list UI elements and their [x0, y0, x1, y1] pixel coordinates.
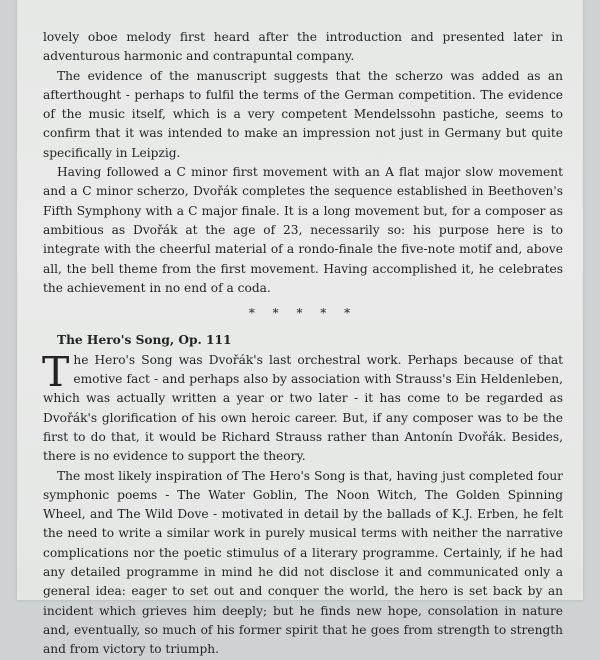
- booklet-page: [17, 0, 583, 657]
- section-divider: * * * * *: [248, 306, 358, 321]
- drop-cap: T: [42, 347, 70, 396]
- section-heading: The Hero's Song, Op. 111: [57, 333, 232, 348]
- paragraph-heros-song-inspiration: The most likely inspiration of The Hero's Song is that, having just completed four symphonic poems - The Water Goblin, The Noon Witch, The Golden Spinning Wheel, and The Wild Dove - motivated in detail by the ballads of K.J. Erben, he felt the need to write a similar work in purely musical terms with neither the narrative complications nor the poetic stimulus of a literary programme. Certainly, if he had any detailed programme in mind he did not disclose it and communicated only a general idea: eager to set out and conquer the world, the hero is set back by an incident which grieves him deeply; but he finds new hope, consolation in nature and, eventually, so much of his former spirit that he goes from strength to strength and from victory to triumph.: [43, 468, 563, 657]
- paragraph-oboe-melody: lovely oboe melody first heard after the introduction and presented later in adventurous harmonic and contrapuntal company.: [43, 30, 563, 64]
- paragraph-heros-song-intro-text: he Hero's Song was Dvořák's last orchestral work. Perhaps because of that emotive fact - and perhaps also by association with Strauss's Ein Heldenleben, which was actually written a year or two later - it has come to be regarded as Dvořák's glorification of his own heroic career. But, if any composer was to be the first to do that, it would be Richard Strauss rather than Antonín Dvořák. Besides, there is no evidence to support the theory.: [43, 352, 563, 464]
- body-text: [43, 28, 563, 660]
- paragraph-scherzo-evidence: The evidence of the manuscript suggests that the scherzo was added as an afterthought - perhaps to fulfil the terms of the German competition. The evidence of the music itself, which is a very competent Mendelssohn pastiche, seems to confirm that it was intended to make an impression not just in Germany but quite specifically in Leipzig.: [43, 68, 563, 160]
- paragraph-heros-song-intro: [42, 347, 563, 467]
- paragraph-c-major-finale: Having followed a C minor first movement with an A flat major slow movement and a C minor scherzo, Dvořák completes the sequence established in Beethoven's Fifth Symphony with a C major finale. It is a long movement but, for a composer as ambitious as Dvořák at the age of 23, necessarily so: his purpose here is to integrate with the cheerful material of a rondo-finale the five-note motif and, above all, the bell theme from the first movement. Having accomplished it, he celebrates the achievement in no end of a coda.: [43, 165, 563, 295]
